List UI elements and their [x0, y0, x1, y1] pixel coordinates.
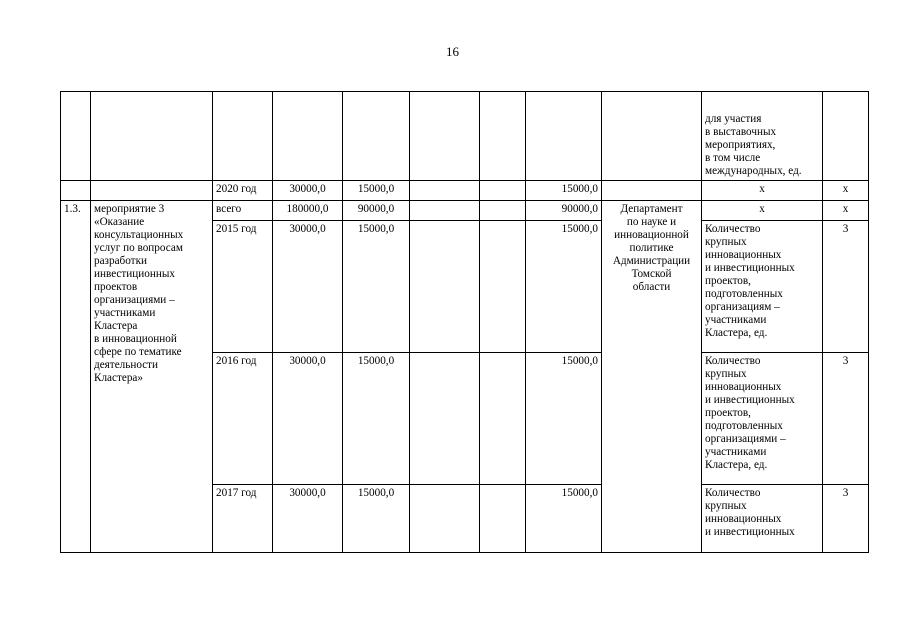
- cell-number: [61, 92, 91, 181]
- indicator-text: для участия в выставочных мероприятиях, в том числе международных, ед.: [705, 113, 802, 177]
- cell-c4: [410, 353, 480, 485]
- year-cell: всего: [213, 201, 273, 221]
- c6-cell: 15000,0: [526, 485, 602, 553]
- total-cell: 30000,0: [273, 181, 343, 201]
- cell-name: [91, 92, 213, 181]
- indicator-cell: [702, 485, 823, 553]
- total-cell: 30000,0: [273, 221, 343, 353]
- cell-c5: [480, 92, 526, 181]
- table-row: [61, 92, 869, 181]
- fed-cell: 15000,0: [343, 181, 410, 201]
- cell-total: [273, 92, 343, 181]
- c6-cell: 15000,0: [526, 181, 602, 201]
- c6-cell: 15000,0: [526, 221, 602, 353]
- cell-year: [213, 92, 273, 181]
- cell-c4: [410, 201, 480, 221]
- cell-c5: [480, 201, 526, 221]
- indicator-cell: х: [702, 181, 823, 201]
- cell-c5: [480, 485, 526, 553]
- measure-name-text: мероприятие 3 «Оказание консультационных услуг по вопросам разработки инвестиционных проектов организациями – участниками Кластера в инновационной сфере по тематике деятельности Кластера»: [94, 203, 184, 384]
- c6-cell: 90000,0: [526, 201, 602, 221]
- total-cell: 180000,0: [273, 201, 343, 221]
- value-cell: 3: [823, 221, 869, 353]
- year-cell: 2016 год: [213, 353, 273, 485]
- cell-executor: [602, 92, 702, 181]
- measure-number: 1.3.: [61, 201, 91, 553]
- fed-cell: 15000,0: [343, 353, 410, 485]
- fed-cell: 15000,0: [343, 221, 410, 353]
- indicator-text: Количество крупных инновационных и инвестиционных: [705, 487, 795, 538]
- measure-name: [91, 201, 213, 553]
- year-cell: 2020 год: [213, 181, 273, 201]
- cell-value: [823, 92, 869, 181]
- cell-name: [91, 181, 213, 201]
- cell-c5: [480, 353, 526, 485]
- cell-c6: [526, 92, 602, 181]
- cell-executor: [602, 181, 702, 201]
- table-row: [61, 201, 869, 221]
- indicator-cell: [702, 92, 823, 181]
- fed-cell: 90000,0: [343, 201, 410, 221]
- cell-fed: [343, 92, 410, 181]
- value-cell: 3: [823, 353, 869, 485]
- value-cell: 3: [823, 485, 869, 553]
- cell-c4: [410, 485, 480, 553]
- value-cell: х: [823, 201, 869, 221]
- year-cell: 2017 год: [213, 485, 273, 553]
- table-row: [61, 181, 869, 201]
- total-cell: 30000,0: [273, 485, 343, 553]
- indicator-cell: [702, 221, 823, 353]
- indicator-cell: [702, 353, 823, 485]
- c6-cell: 15000,0: [526, 353, 602, 485]
- indicator-text: Количество крупных инновационных и инвестиционных проектов, подготовленных организациями – участниками Кластера, ед.: [705, 355, 795, 471]
- program-table: [60, 91, 869, 553]
- cell-c4: [410, 92, 480, 181]
- cell-c5: [480, 221, 526, 353]
- cell-c4: [410, 221, 480, 353]
- fed-cell: 15000,0: [343, 485, 410, 553]
- year-cell: 2015 год: [213, 221, 273, 353]
- cell-number: [61, 181, 91, 201]
- executor-text: Департамент по науке и инновационной политике Администрации Томской области: [612, 203, 691, 293]
- cell-c4: [410, 181, 480, 201]
- cell-c5: [480, 181, 526, 201]
- executor-cell: [602, 201, 702, 553]
- indicator-text: Количество крупных инновационных и инвестиционных проектов, подготовленных организациям – участниками Кластера, ед.: [705, 223, 795, 339]
- page-number: 16: [446, 44, 459, 59]
- total-cell: 30000,0: [273, 353, 343, 485]
- value-cell: х: [823, 181, 869, 201]
- indicator-cell: х: [702, 201, 823, 221]
